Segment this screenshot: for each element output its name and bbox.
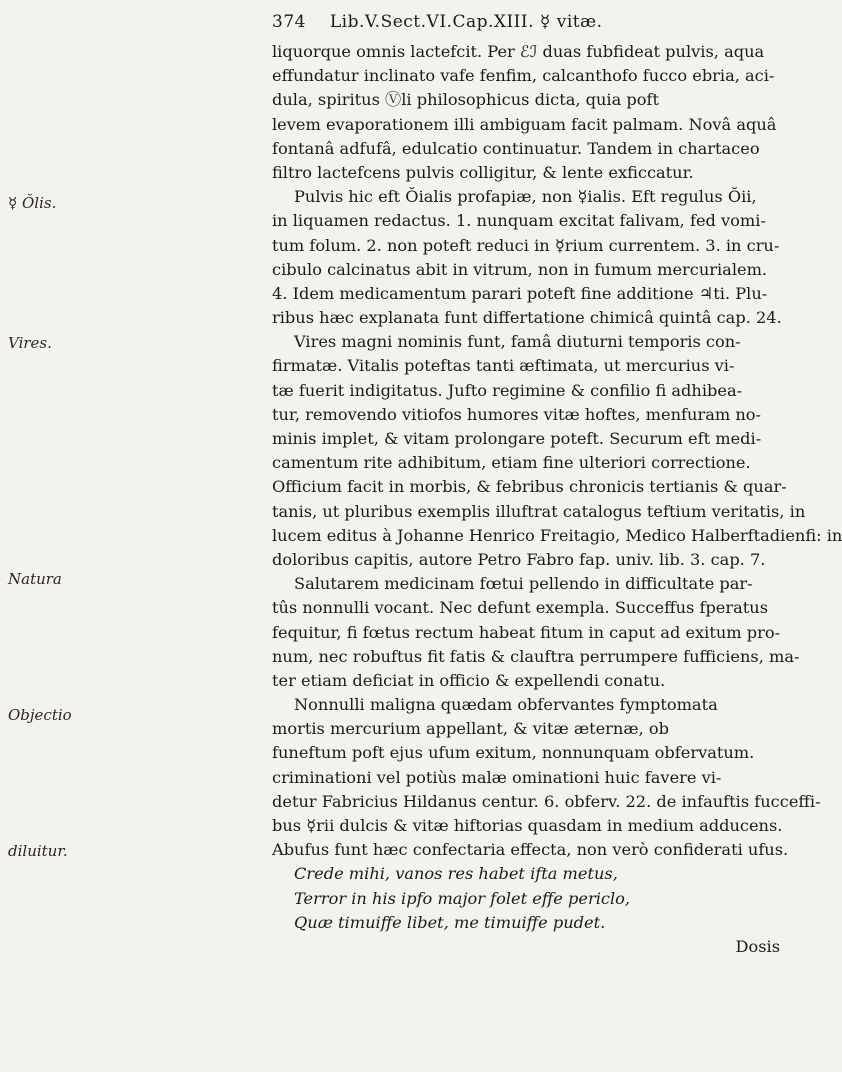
text-line: liquorque omnis lactefcit. Per ℰℐ duas fubfideat pulvis, aqua [272, 42, 765, 61]
text-line: Pulvis hic eft Ŏialis profapiæ, non ☿ialis. Eft regulus Ŏii, [294, 187, 757, 207]
text-line: Salutarem medicinam fœtui pellendo in difficultate par- [294, 574, 753, 594]
text-line: num, nec robuftus fit fatis & clauftra perrumpere fufficiens, ma- [272, 646, 800, 666]
verse-line: Terror in his ipfo major folet effe periclo, [294, 888, 631, 908]
text-line: Officium facit in morbis, & febribus chronicis tertianis & quar- [272, 477, 787, 497]
text-line: detur Fabricius Hildanus centur. 6. obferv. 22. de infauftis fucceffi- [272, 791, 821, 811]
text-line: ter etiam deficiat in officio & expellendi conatu. [272, 670, 666, 690]
text-line: Abufus funt hæc confectaria effecta, non verò confiderati ufus. [272, 840, 789, 860]
running-title: Lib.V.Sect.VI.Cap.XIII. ☿ vitæ. [329, 12, 603, 32]
margin-note-diluitur: diluitur. [8, 842, 68, 860]
margin-note-sulfur: ☿ Ŏlis. [8, 194, 57, 212]
text-line: camentum rite adhibitum, etiam fine ulteriori correctione. [272, 453, 751, 473]
text-line: effundatur inclinato vafe fenfim, calcanthofo fucco ebria, aci- [272, 66, 775, 86]
text-line: cibulo calcinatus abit in vitrum, non in fumum mercurialem. [272, 259, 768, 279]
verse-line: Crede mihi, vanos res habet ifta metus, [294, 864, 618, 884]
running-header [272, 12, 712, 38]
text-line: tur, removendo vitiofos humores vitæ hoftes, menfuram no- [272, 404, 761, 424]
text-line: dula, spiritus Ⓥli philosophicus dicta, quia poft [272, 90, 660, 110]
text-line: funeftum poft ejus ufum exitum, nonnunquam obfervatum. [272, 743, 755, 763]
text-line: bus ☿rii dulcis & vitæ hiftorias quasdam in medium adducens. [272, 816, 783, 835]
text-line: lucem editus à Johanne Henrico Freitagio, Medico Halberftadienfi: in [272, 525, 842, 545]
text-line: criminationi vel potiùs malæ ominationi huic favere vi- [272, 767, 722, 787]
text-line: levem evaporationem illi ambiguam facit palmam. Novâ aquâ [272, 114, 777, 134]
margin-note-objectio: Objectio [8, 706, 72, 724]
text-line: firmatæ. Vitalis poteftas tanti æftimata, ut mercurius vi- [272, 356, 735, 376]
text-line: tæ fuerit indigitatus. Jufto regimine & confilio fi adhibea- [272, 380, 743, 400]
text-line: in liquamen redactus. 1. nunquam excitat falivam, fed vomi- [272, 211, 766, 231]
text-line: filtro lactefcens pulvis colligitur, & lente exficcatur. [272, 162, 694, 182]
text-line: ribus hæc explanata funt differtatione chimicâ quintâ cap. 24. [272, 308, 782, 328]
body-text [272, 40, 842, 959]
margin-note-natura: Natura [8, 570, 62, 588]
text-line: fequitur, fi fœtus rectum habeat fitum in caput ad exitum pro- [272, 622, 781, 642]
text-line: tûs nonnulli vocant. Nec defunt exempla. Succeffus fperatus [272, 598, 769, 618]
text-line: tum folum. 2. non poteft reduci in ☿rium currentem. 3. in cru- [272, 235, 780, 255]
page-number: 374 [272, 12, 306, 32]
text-line: Vires magni nominis funt, famâ diuturni temporis con- [294, 332, 741, 352]
text-line: Nonnulli maligna quædam obfervantes fymptomata [294, 695, 718, 715]
text-line: minis implet, & vitam prolongare poteft. Securum eft medi- [272, 429, 762, 448]
text-line: tanis, ut pluribus exemplis illuftrat catalogus teftium veritatis, in [272, 501, 806, 521]
text-line: 4. Idem medicamentum parari poteft fine additione ♃ti. Plu- [272, 283, 768, 303]
verse-line: Quæ timuiffe libet, me timuiffe pudet. [294, 912, 606, 932]
margin-note-vires: Vires. [8, 334, 52, 352]
catchword: Dosis [735, 936, 780, 956]
text-line: doloribus capitis, autore Petro Fabro fap. univ. lib. 3. cap. 7. [272, 549, 766, 569]
text-line: mortis mercurium appellant, & vitæ æternæ, ob [272, 719, 669, 739]
text-line: fontanâ adfufâ, edulcatio continuatur. Tandem in chartaceo [272, 138, 760, 158]
